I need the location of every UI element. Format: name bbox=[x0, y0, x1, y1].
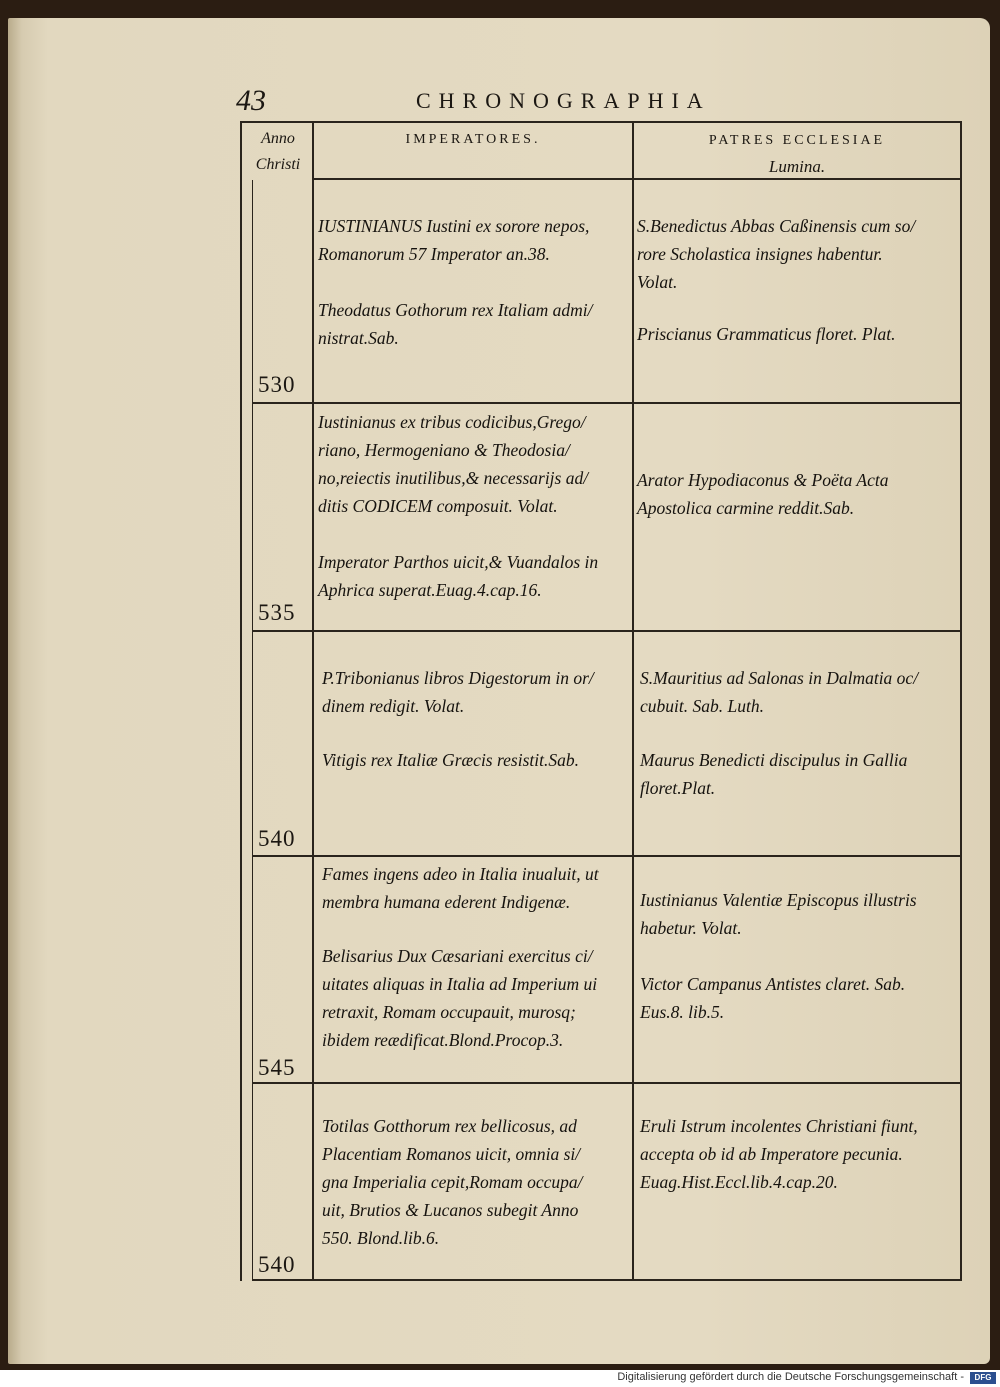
patres-entry: S.Mauritius ad Salonas in Dalmatia oc/ cubuit. Sab. Luth. bbox=[640, 668, 919, 716]
header-patres bbox=[634, 128, 960, 180]
rule-top bbox=[240, 121, 962, 123]
rule-year-column bbox=[312, 121, 314, 1281]
patres-entry: S.Benedictus Abbas Caßinensis cum so/ rore Scholastica insignes habentur. Volat. bbox=[637, 216, 916, 292]
patres-entry: Eruli Istrum incolentes Christiani fiunt, accepta ob id ab Imperatore pecunia. Euag.Hist.Eccl.lib.4.cap.20. bbox=[640, 1116, 918, 1192]
imperatores-entry: IUSTINIANUS Iustini ex sorore nepos, Romanorum 57 Imperator an.38. bbox=[318, 216, 590, 264]
imperatores-entry: Totilas Gotthorum rex bellicosus, ad Placentiam Romanos uicit, omnia si/ gna Imperialia cepit,Romam occupa/ uit, Brutios & Lucanos subegit Anno 550. Blond.lib.6. bbox=[322, 1116, 583, 1248]
imperatores-entry: Fames ingens adeo in Italia inualuit, ut membra humana ederent Indigenæ. bbox=[322, 864, 599, 912]
rule-row-1 bbox=[252, 402, 962, 404]
rule-row-3 bbox=[252, 855, 962, 857]
dfg-logo: DFG bbox=[970, 1372, 996, 1384]
year-label: 540 bbox=[258, 826, 296, 851]
imperatores-entry: Belisarius Dux Cæsariani exercitus ci/ uitates aliquas in Italia ad Imperium ui retraxit, Romam occupauit, murosq; ibidem reædificat.Blond.Procop.3. bbox=[322, 946, 598, 1050]
patres-entry: Arator Hypodiaconus & Poëta Acta Apostolica carmine reddit.Sab. bbox=[637, 470, 889, 518]
imperatores-entry: Theodatus Gothorum rex Italiam admi/ nistrat.Sab. bbox=[318, 300, 593, 348]
imperatores-entry: Vitigis rex Italiæ Græcis resistit.Sab. bbox=[322, 750, 579, 770]
year-label: 535 bbox=[258, 600, 296, 625]
header-imperatores: IMPERATORES. bbox=[405, 132, 541, 147]
year-label: 530 bbox=[258, 372, 296, 397]
year-label: 540 bbox=[258, 1252, 296, 1277]
header-anno-line2: Christi bbox=[255, 156, 301, 173]
header-patres-line2: Lumina. bbox=[768, 157, 826, 176]
imperatores-entry: Iustinianus ex tribus codicibus,Grego/ riano, Hermogeniano & Theodosia/ no,reiectis inutilibus,& necessarijs ad/ ditis CODICEM composuit. Volat. bbox=[318, 412, 589, 516]
rule-row-2 bbox=[252, 630, 962, 632]
header-anno-line1: Anno bbox=[261, 130, 295, 147]
page-number: 43 bbox=[236, 84, 266, 117]
patres-entry: Maurus Benedicti discipulus in Gallia floret.Plat. bbox=[640, 750, 908, 798]
rule-left-outer bbox=[240, 121, 242, 1281]
imperatores-entry: Imperator Parthos uicit,& Vuandalos in Aphrica superat.Euag.4.cap.16. bbox=[318, 552, 599, 600]
rule-right-column bbox=[960, 121, 962, 1281]
running-title: CHRONOGRAPHIA bbox=[416, 88, 711, 113]
patres-entry: Priscianus Grammaticus floret. Plat. bbox=[637, 324, 896, 344]
imperatores-entry: P.Tribonianus libros Digestorum in or/ dinem redigit. Volat. bbox=[322, 668, 594, 716]
year-label: 545 bbox=[258, 1055, 296, 1080]
page-header bbox=[236, 84, 966, 124]
rule-bottom bbox=[252, 1279, 962, 1281]
rule-row-4 bbox=[252, 1082, 962, 1084]
patres-entry: Iustinianus Valentiæ Episcopus illustris habetur. Volat. bbox=[640, 890, 917, 938]
rule-left-inner bbox=[252, 180, 253, 1280]
header-anno bbox=[244, 126, 312, 178]
digitization-footer bbox=[0, 1370, 1000, 1387]
rule-middle-column bbox=[632, 121, 634, 1281]
footer-credit-text: Digitalisierung gefördert durch die Deutsche Forschungsgemeinschaft - bbox=[617, 1371, 964, 1383]
patres-entry: Victor Campanus Antistes claret. Sab. Eus.8. lib.5. bbox=[640, 974, 906, 1022]
header-patres-line1: PATRES ECCLESIAE bbox=[708, 133, 886, 148]
